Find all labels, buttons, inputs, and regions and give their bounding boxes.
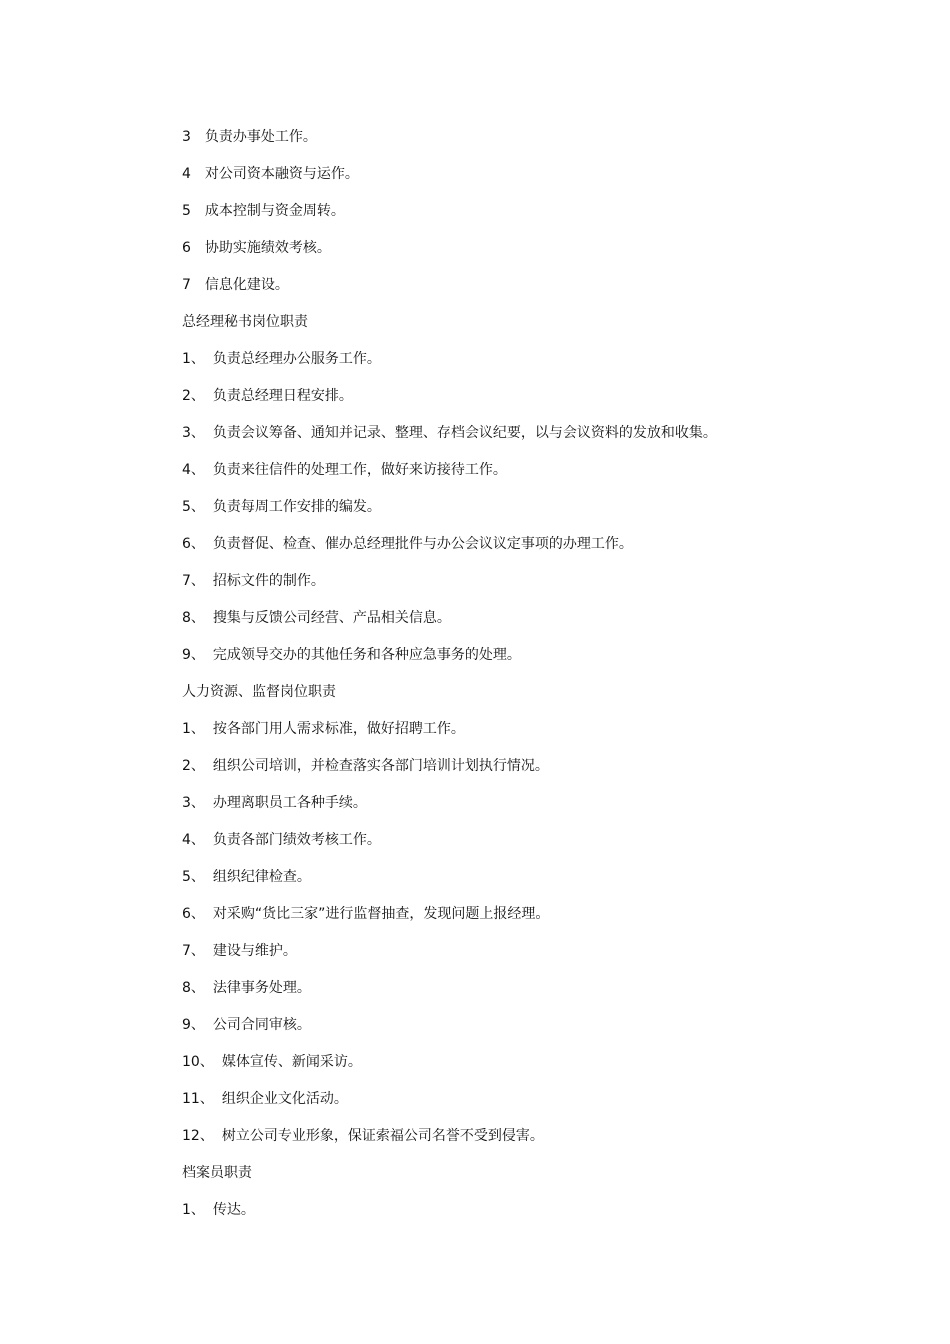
list-item — [182, 1089, 902, 1126]
list-item — [182, 756, 902, 793]
list-item — [182, 164, 902, 201]
list-item-text: 法律事务处理。 — [212, 980, 311, 996]
list-item-number: 2、 — [182, 758, 205, 774]
list-item-number: 7、 — [182, 943, 205, 959]
list-item-text: 协助实施绩效考核。 — [204, 240, 331, 256]
list-item-text: 传达。 — [212, 1202, 255, 1218]
list-item-number: 11、 — [182, 1091, 214, 1107]
list-item-text: 负责督促、检查、催办总经理批件与办公会议议定事项的办理工作。 — [212, 536, 633, 552]
list-item — [182, 349, 902, 386]
list-item-text: 负责会议筹备、通知并记录、整理、存档会议纪要，以与会议资料的发放和收集。 — [212, 425, 717, 441]
document-body — [182, 127, 902, 1237]
list-item-text: 负责各部门绩效考核工作。 — [212, 832, 381, 848]
list-item — [182, 460, 902, 497]
list-item — [182, 1015, 902, 1052]
list-item-number: 5、 — [182, 499, 205, 515]
list-item — [182, 1200, 902, 1237]
list-item-number: 8、 — [182, 980, 205, 996]
list-item-number: 5、 — [182, 869, 205, 885]
list-item-text: 负责来往信件的处理工作，做好来访接待工作。 — [212, 462, 507, 478]
list-item-text: 组织纪律检查。 — [212, 869, 311, 885]
list-item-number: 3、 — [182, 795, 205, 811]
list-item-number: 6 — [182, 240, 191, 256]
list-item-number: 7 — [182, 277, 191, 293]
list-item-number: 7、 — [182, 573, 205, 589]
list-item — [182, 941, 902, 978]
list-item-number: 3、 — [182, 425, 205, 441]
list-item-text: 组织公司培训，并检查落实各部门培训计划执行情况。 — [212, 758, 549, 774]
list-item-number: 4、 — [182, 832, 205, 848]
list-item — [182, 608, 902, 645]
list-item-text: 办理离职员工各种手续。 — [212, 795, 367, 811]
list-item-text: 搜集与反馈公司经营、产品相关信息。 — [212, 610, 451, 626]
list-item-text: 信息化建设。 — [204, 277, 289, 293]
list-item-text: 树立公司专业形象，保证索福公司名誉不受到侵害。 — [221, 1128, 544, 1144]
list-item — [182, 1052, 902, 1089]
list-item — [182, 978, 902, 1015]
list-item — [182, 423, 902, 460]
list-item-number: 2、 — [182, 388, 205, 404]
list-item-number: 4 — [182, 166, 191, 182]
list-item-number: 5 — [182, 203, 191, 219]
list-item-number: 1、 — [182, 721, 205, 737]
list-item-text: 对采购“货比三家”进行监督抽查，发现问题上报经理。 — [212, 906, 550, 922]
list-item — [182, 830, 902, 867]
list-item-text: 公司合同审核。 — [212, 1017, 311, 1033]
list-item-number: 9、 — [182, 647, 205, 663]
list-item-text: 招标文件的制作。 — [212, 573, 325, 589]
list-item — [182, 275, 902, 312]
list-item-text: 负责办事处工作。 — [204, 129, 317, 145]
list-item — [182, 904, 902, 941]
list-item-number: 1、 — [182, 351, 205, 367]
list-item-text: 按各部门用人需求标准，做好招聘工作。 — [212, 721, 465, 737]
list-item-text: 完成领导交办的其他任务和各种应急事务的处理。 — [212, 647, 521, 663]
list-item-text: 组织企业文化活动。 — [221, 1091, 348, 1107]
list-item — [182, 793, 902, 830]
list-item-number: 9、 — [182, 1017, 205, 1033]
list-item — [182, 534, 902, 571]
list-item-number: 8、 — [182, 610, 205, 626]
list-item-text: 建设与维护。 — [212, 943, 297, 959]
list-item — [182, 571, 902, 608]
list-item-text: 对公司资本融资与运作。 — [204, 166, 359, 182]
section-heading: 总经理秘书岗位职责 — [182, 314, 308, 330]
list-item-text: 负责总经理办公服务工作。 — [212, 351, 381, 367]
list-item — [182, 1126, 902, 1163]
list-item — [182, 719, 902, 756]
list-item — [182, 201, 902, 238]
list-item — [182, 127, 902, 164]
list-item-number: 4、 — [182, 462, 205, 478]
list-item-text: 媒体宣传、新闻采访。 — [221, 1054, 362, 1070]
list-item-text: 负责每周工作安排的编发。 — [212, 499, 381, 515]
list-item-number: 10、 — [182, 1054, 214, 1070]
section-heading: 人力资源、监督岗位职责 — [182, 684, 336, 700]
list-item-text: 负责总经理日程安排。 — [212, 388, 353, 404]
list-item-number: 6、 — [182, 536, 205, 552]
list-item — [182, 238, 902, 275]
list-item — [182, 867, 902, 904]
list-item — [182, 386, 902, 423]
section-heading: 档案员职责 — [182, 1165, 252, 1181]
list-item-number: 6、 — [182, 906, 205, 922]
list-item — [182, 497, 902, 534]
list-item — [182, 645, 902, 682]
list-item-text: 成本控制与资金周转。 — [204, 203, 345, 219]
list-item-number: 1、 — [182, 1202, 205, 1218]
list-item-number: 3 — [182, 129, 191, 145]
list-item-number: 12、 — [182, 1128, 214, 1144]
